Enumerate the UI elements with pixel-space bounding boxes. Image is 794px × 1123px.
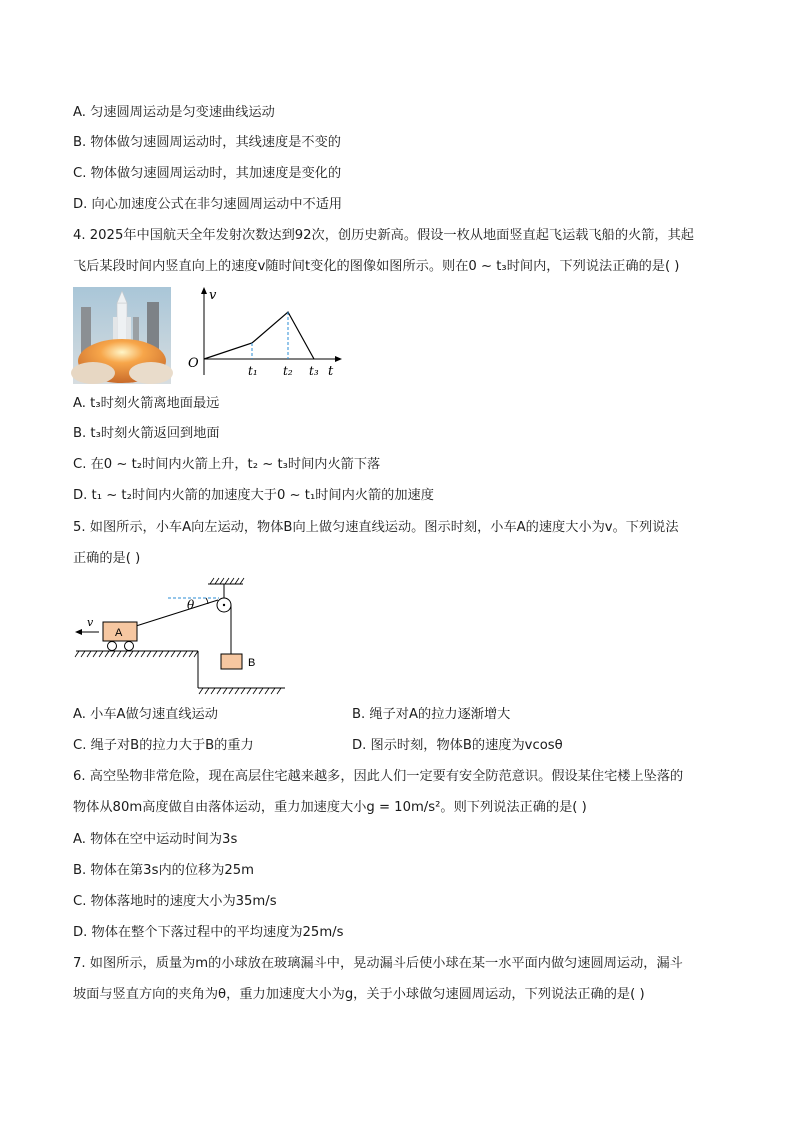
q6-option-d: D. 物体在整个下落过程中的平均速度为25m/s [73, 925, 344, 940]
q4-option-d: D. t₁ ~ t₂时间内火箭的加速度大于0 ~ t₁时间内火箭的加速度 [73, 488, 434, 503]
graph-origin-label: O [188, 356, 199, 371]
q6-option-b: B. 物体在第3s内的位移为25m [73, 863, 255, 878]
graph-t3-label: t₃ [309, 364, 319, 378]
q5-option-c: C. 绳子对B的拉力大于B的重力 [73, 738, 254, 753]
velocity-time-graph [185, 285, 345, 385]
q6-option-c: C. 物体落地时的速度大小为35m/s [73, 894, 277, 909]
q6-option-a: A. 物体在空中运动时间为3s [73, 832, 238, 847]
theta-label: θ [187, 598, 195, 612]
q4-option-b: B. t₃时刻火箭返回到地面 [73, 426, 220, 441]
q5-stem-line2: 正确的是( ) [73, 551, 141, 566]
q4-stem-line2: 飞后某段时间内竖直向上的速度v随时间t变化的图像如图所示。则在0 ~ t₃时间内，下列说法正确的是( ) [73, 259, 680, 274]
q5-option-d: D. 图示时刻，物体B的速度为vcosθ [352, 738, 563, 753]
block-b-label: B [248, 657, 256, 669]
q6-stem-line2: 物体从80m高度做自由落体运动，重力加速度大小g = 10m/s²。则下列说法正确的是( ) [73, 800, 587, 815]
cart-a-label: A [115, 627, 123, 639]
q3-option-d: D. 向心加速度公式在非匀速圆周运动中不适用 [73, 197, 343, 212]
graph-t1-label: t₁ [248, 364, 258, 378]
graph-t-axis-label: t [328, 364, 334, 379]
pulley-cart-figure [73, 574, 293, 699]
q6-stem-line1: 6. 高空坠物非常危险，现在高层住宅越来越多，因此人们一定要有安全防范意识。假设某住宅楼上坠落的 [73, 769, 684, 784]
q3-option-c: C. 物体做匀速圆周运动时，其加速度是变化的 [73, 166, 342, 181]
graph-t2-label: t₂ [283, 364, 293, 378]
q5-option-a: A. 小车A做匀速直线运动 [73, 707, 218, 722]
q4-stem-line1: 4. 2025年中国航天全年发射次数达到92次，创历史新高。假设一枚从地面竖直起飞运载飞船的火箭，其起 [73, 228, 694, 243]
q5-stem-line1: 5. 如图所示，小车A向左运动，物体B向上做匀速直线运动。图示时刻，小车A的速度大小为v。下列说法 [73, 520, 679, 535]
velocity-label: v [87, 616, 94, 629]
rocket-photo [73, 287, 171, 384]
q7-stem-line1: 7. 如图所示，质量为m的小球放在玻璃漏斗中，晃动漏斗后使小球在某一水平面内做匀速圆周运动，漏斗 [73, 956, 683, 971]
q5-option-b: B. 绳子对A的拉力逐渐增大 [352, 707, 511, 722]
q3-option-b: B. 物体做匀速圆周运动时，其线速度是不变的 [73, 135, 341, 150]
q4-option-c: C. 在0 ~ t₂时间内火箭上升，t₂ ~ t₃时间内火箭下落 [73, 457, 381, 472]
graph-v-label: v [209, 288, 217, 303]
q3-option-a: A. 匀速圆周运动是匀变速曲线运动 [73, 105, 275, 120]
q4-option-a: A. t₃时刻火箭离地面最远 [73, 396, 220, 411]
q7-stem-line2: 坡面与竖直方向的夹角为θ，重力加速度大小为g，关于小球做匀速圆周运动，下列说法正确的是( ) [73, 987, 645, 1002]
